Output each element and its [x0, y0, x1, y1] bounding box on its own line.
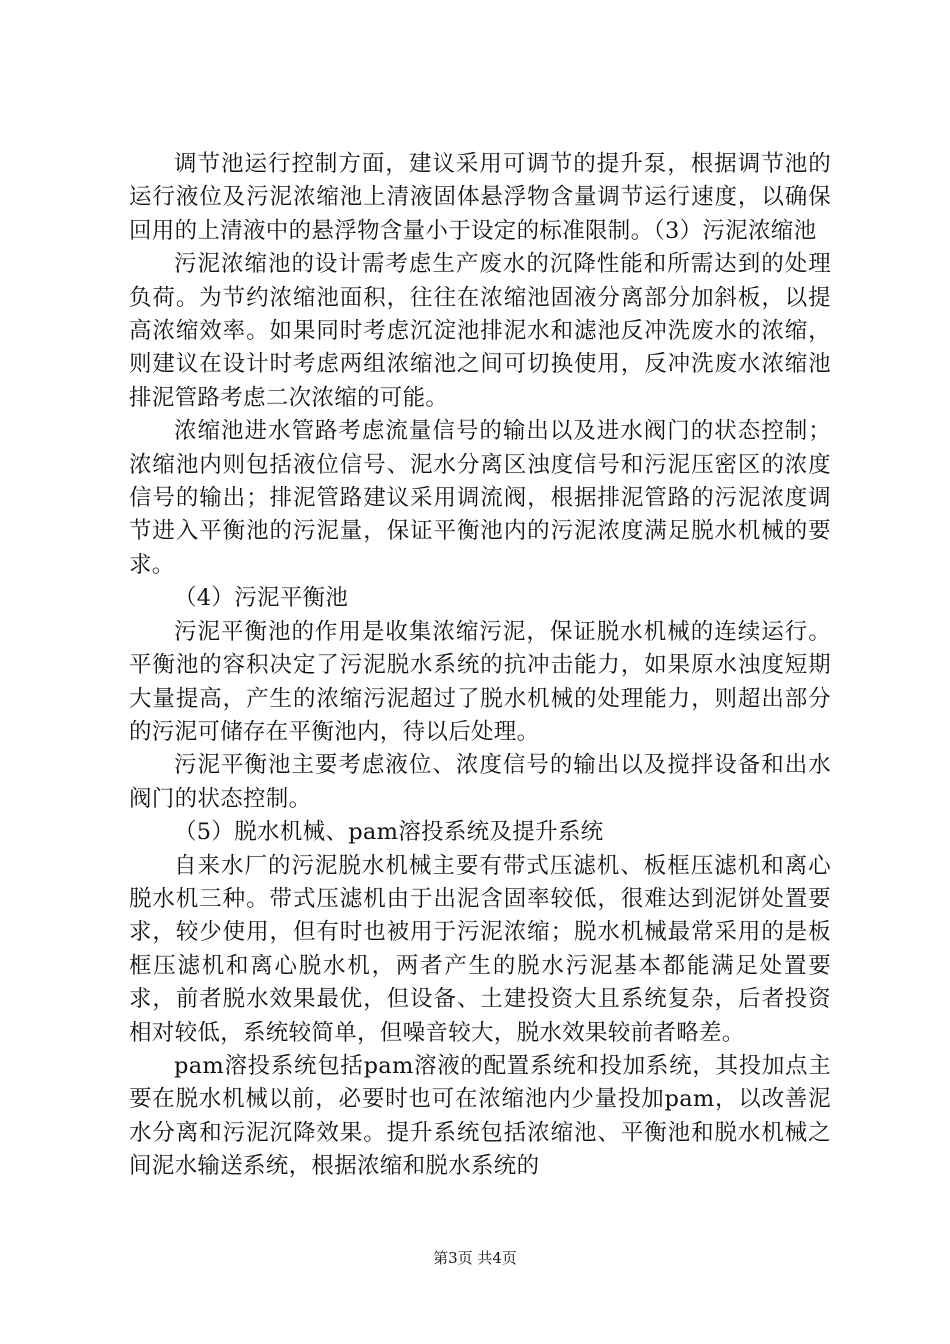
paragraph-pam-system: pam溶投系统包括pam溶液的配置系统和投加系统，其投加点主要在脱水机械以前，必要时也可在浓缩池内少量投加pam，以改善泥水分离和污泥沉降效果。提升系统包括浓缩池、平衡池和脱水机械之间泥水输送系统，根据浓缩和脱水系统的 — [129, 1052, 831, 1180]
paragraph-balance-tank-control: 污泥平衡池主要考虑液位、浓度信号的输出以及搅拌设备和出水阀门的状态控制。 — [129, 752, 831, 812]
document-body — [129, 148, 831, 1184]
section-heading-dewatering: （5）脱水机械、pam溶投系统及提升系统 — [174, 819, 604, 846]
paragraph-thickener-design: 污泥浓缩池的设计需考虑生产废水的沉降性能和所需达到的处理负荷。为节约浓缩池面积，往往在浓缩池固液分离部分加斜板，以提高浓缩效率。如果同时考虑沉淀池排泥水和滤池反冲洗废水的浓缩，则建议在设计时考虑两组浓缩池之间可切换使用，反冲洗废水浓缩池排泥管路考虑二次浓缩的可能。 — [129, 251, 831, 411]
paragraph-regulating-tank-control: 调节池运行控制方面，建议采用可调节的提升泵，根据调节池的运行液位及污泥浓缩池上清液固体悬浮物含量调节运行速度，以确保回用的上清液中的悬浮物含量小于设定的标准限制。（3）污泥浓缩池 — [129, 151, 831, 244]
page-number-footer: 第3页 共4页 — [433, 1249, 517, 1267]
section-heading-balance-tank: （4）污泥平衡池 — [174, 585, 349, 612]
paragraph-balance-tank-function: 污泥平衡池的作用是收集浓缩污泥，保证脱水机械的连续运行。平衡池的容积决定了污泥脱水系统的抗冲击能力，如果原水浊度短期大量提高，产生的浓缩污泥超过了脱水机械的处理能力，则超出部分的污泥可储存在平衡池内，待以后处理。 — [129, 618, 831, 745]
paragraph-thickener-signals: 浓缩池进水管路考虑流量信号的输出以及进水阀门的状态控制；浓缩池内则包括液位信号、泥水分离区浊度信号和污泥压密区的浓度信号的输出；排泥管路建议采用调流阀，根据排泥管路的污泥浓度调节进入平衡池的污泥量，保证平衡池内的污泥浓度满足脱水机械的要求。 — [129, 418, 831, 578]
paragraph-dewatering-machines: 自来水厂的污泥脱水机械主要有带式压滤机、板框压滤机和离心脱水机三种。带式压滤机由于出泥含固率较低，很难达到泥饼处置要求，较少使用，但有时也被用于污泥浓缩；脱水机械最常采用的是板框压滤机和离心脱水机，两者产生的脱水污泥基本都能满足处置要求，前者脱水效果最优，但设备、土建投资大且系统复杂，后者投资相对较低，系统较简单，但噪音较大，脱水效果较前者略差。 — [129, 852, 831, 1046]
